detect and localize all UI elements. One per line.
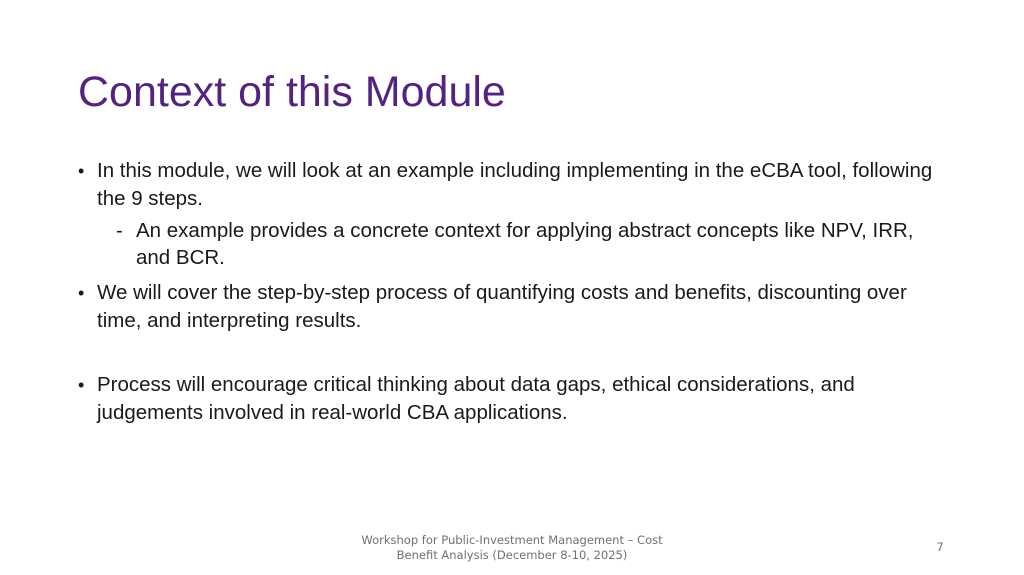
page-number: 7 (936, 540, 944, 554)
sub-bullet-text: An example provides a concrete context for applying abstract concepts like NPV, IRR, and BCR. (136, 219, 914, 269)
sub-bullet-item (116, 217, 938, 271)
bullet-text: Process will encourage critical thinking about data gaps, ethical considerations, and judgements involved in real-world CBA applications. (97, 373, 855, 424)
slide-content (78, 157, 938, 427)
bullet-marker: • (78, 375, 85, 395)
slide-footer (340, 533, 684, 563)
bullet-item (78, 279, 938, 335)
bullet-item (78, 371, 938, 427)
slide-title: Context of this Module (78, 68, 506, 116)
bullet-marker: • (78, 283, 85, 303)
footer-line-2: Benefit Analysis (December 8-10, 2025) (396, 548, 628, 562)
bullet-text: We will cover the step-by-step process of quantifying costs and benefits, discounting over time, and interpreting results. (97, 281, 907, 332)
bullet-marker: • (78, 161, 85, 181)
sub-bullet-marker: - (116, 219, 123, 242)
footer-line-1: Workshop for Public-Investment Management – Cost (361, 533, 663, 547)
bullet-text: In this module, we will look at an example including implementing in the eCBA tool, following the 9 steps. (97, 159, 933, 210)
bullet-item (78, 157, 938, 213)
